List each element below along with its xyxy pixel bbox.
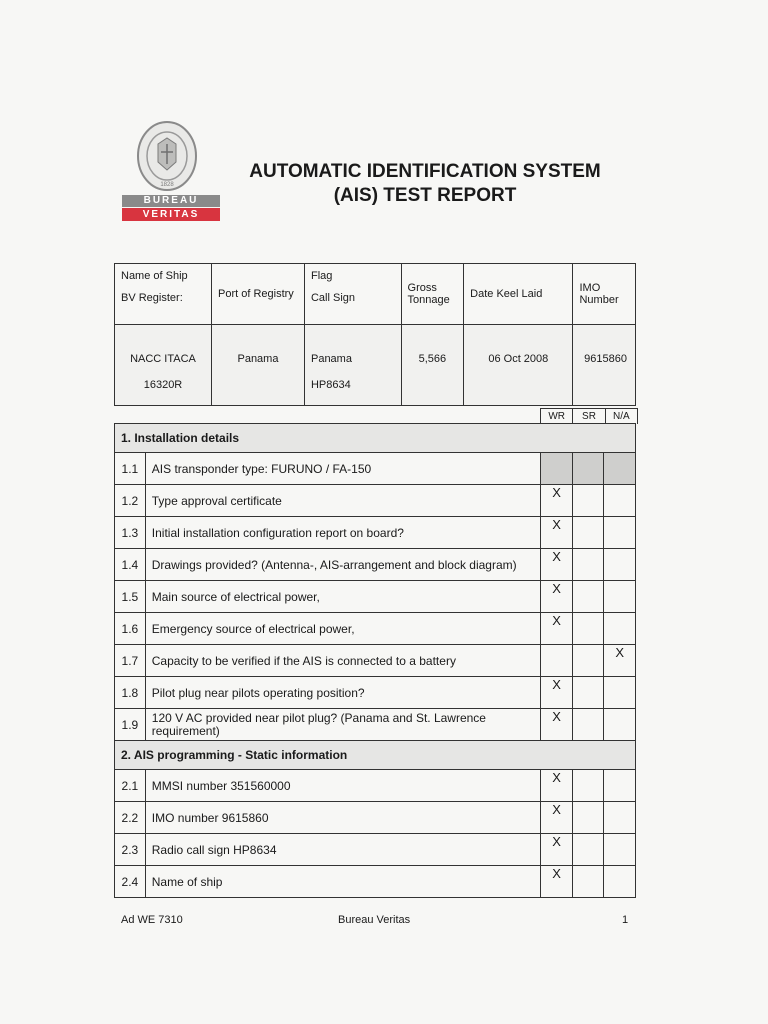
check-na [604, 834, 636, 866]
check-wr: X [541, 709, 573, 741]
check-sr [572, 581, 603, 613]
table-row: 1.2 Type approval certificate X [115, 485, 636, 517]
value-imo: 9615860 [573, 325, 636, 406]
check-wr: X [541, 866, 573, 898]
check-na [604, 613, 636, 645]
header-tonnage: Gross Tonnage [401, 264, 464, 325]
brand-word-top: BUREAU [122, 195, 220, 207]
check-wr: X [541, 770, 573, 802]
footer-company: Bureau Veritas [338, 914, 411, 926]
svg-text:1828: 1828 [160, 182, 174, 188]
title-line-2: (AIS) TEST REPORT [333, 185, 517, 206]
header-flag: Flag Call Sign [304, 264, 401, 325]
report-title [230, 160, 620, 208]
table-row: 2.1 MMSI number 351560000 X [115, 770, 636, 802]
table-row: 1.3 Initial installation configuration report on board? X [115, 517, 636, 549]
check-sr [572, 613, 603, 645]
bureau-veritas-logo [122, 120, 220, 222]
check-wr: X [541, 485, 573, 517]
ship-details-value-row [115, 325, 636, 406]
ship-details-header-row [115, 264, 636, 325]
value-ship-name: NACC ITACA 16320R [115, 325, 212, 406]
brand-word-bottom: VERITAS [122, 208, 220, 221]
footer-page-number: 1 [622, 914, 629, 926]
value-flag: Panama HP8634 [304, 325, 401, 406]
check-na [604, 709, 636, 741]
check-wr: X [541, 834, 573, 866]
check-wr: X [541, 677, 573, 709]
table-row: 1.9 120 V AC provided near pilot plug? (Panama and St. Lawrence requirement) X [115, 709, 636, 741]
value-tonnage: 5,566 [401, 325, 464, 406]
column-key [540, 408, 638, 424]
check-na [604, 802, 636, 834]
check-na [604, 770, 636, 802]
footer-form-code: Ad WE 7310 [121, 914, 183, 926]
header-port: Port of Registry [211, 264, 304, 325]
table-row: 1.7 Capacity to be verified if the AIS is connected to a battery X [115, 645, 636, 677]
check-sr [572, 866, 603, 898]
check-sr [572, 709, 603, 741]
key-sr: SR [572, 409, 604, 424]
table-row: 2.2 IMO number 9615860 X [115, 802, 636, 834]
value-port: Panama [211, 325, 304, 406]
check-wr: X [541, 517, 573, 549]
checklist-table [114, 423, 636, 898]
table-row: 2.4 Name of ship X [115, 866, 636, 898]
check-wr: X [541, 802, 573, 834]
check-na [604, 581, 636, 613]
table-row: 1.1 AIS transponder type: FURUNO / FA-150 [115, 453, 636, 485]
check-sr [572, 677, 603, 709]
check-sr [572, 645, 603, 677]
check-wr [541, 645, 573, 677]
table-row: 1.4 Drawings provided? (Antenna-, AIS-arrangement and block diagram) X [115, 549, 636, 581]
check-na [604, 866, 636, 898]
header-ship-name: Name of Ship BV Register: [115, 264, 212, 325]
check-sr [572, 549, 603, 581]
check-sr [572, 453, 603, 485]
check-sr [572, 485, 603, 517]
check-sr [572, 770, 603, 802]
check-wr: X [541, 549, 573, 581]
header-imo: IMO Number [573, 264, 636, 325]
check-na [604, 517, 636, 549]
key-wr: WR [548, 411, 565, 422]
check-sr [572, 802, 603, 834]
check-na [604, 549, 636, 581]
seal-icon [136, 120, 198, 192]
table-row: 2.3 Radio call sign HP8634 X [115, 834, 636, 866]
check-wr: X [541, 581, 573, 613]
value-keel-date: 06 Oct 2008 [464, 325, 573, 406]
header-keel-date: Date Keel Laid [464, 264, 573, 325]
key-na: N/A [605, 409, 637, 424]
check-na: X [604, 645, 636, 677]
check-sr [572, 517, 603, 549]
check-na [604, 677, 636, 709]
table-row: 1.5 Main source of electrical power, X [115, 581, 636, 613]
table-row: 1.8 Pilot plug near pilots operating position? X [115, 677, 636, 709]
table-row: 1.6 Emergency source of electrical power, X [115, 613, 636, 645]
check-sr [572, 834, 603, 866]
check-na [604, 485, 636, 517]
section-header: 1. Installation details [115, 424, 636, 453]
check-na [604, 453, 636, 485]
ship-details-table [114, 263, 636, 406]
check-wr: X [541, 613, 573, 645]
title-line-1: AUTOMATIC IDENTIFICATION SYSTEM [249, 161, 601, 182]
section-header: 2. AIS programming - Static information [115, 741, 636, 770]
check-wr [541, 453, 573, 485]
